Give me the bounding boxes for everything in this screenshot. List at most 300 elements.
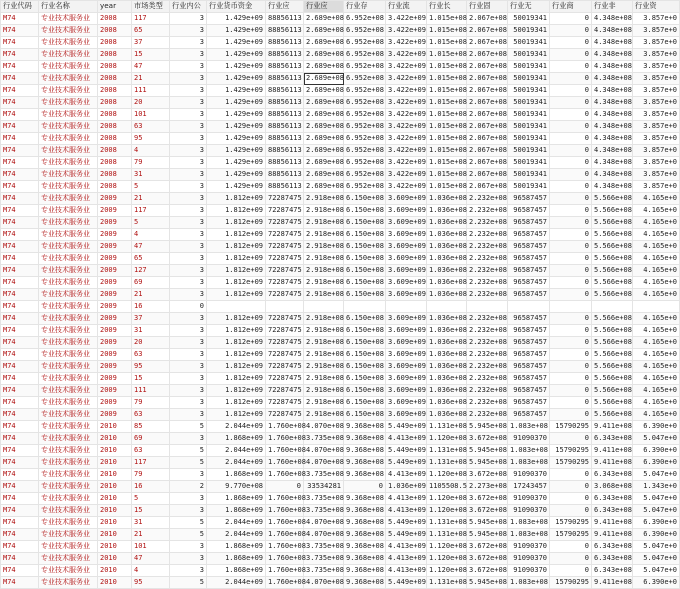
table-cell[interactable]: 1.120e+08	[427, 541, 467, 553]
table-cell[interactable]: 111	[132, 385, 170, 397]
table-cell[interactable]: 2.918e+08	[304, 253, 344, 265]
table-cell[interactable]: 6.150e+08	[344, 409, 386, 421]
table-cell[interactable]: 4.348e+08	[592, 145, 633, 157]
table-cell[interactable]: 3.422e+09	[386, 85, 427, 97]
table-cell[interactable]: 5.047e+0	[633, 493, 680, 505]
table-cell[interactable]: 2009	[98, 253, 132, 265]
table-cell[interactable]: 5	[132, 217, 170, 229]
table-cell[interactable]: 5.566e+08	[592, 193, 633, 205]
table-cell[interactable]: 2009	[98, 301, 132, 313]
table-cell[interactable]: 88856113	[266, 157, 304, 169]
table-cell[interactable]: 专业技术服务业	[39, 229, 98, 241]
table-cell[interactable]: 9.411e+08	[592, 529, 633, 541]
table-cell[interactable]: 9.368e+08	[344, 517, 386, 529]
table-cell[interactable]: 2008	[98, 145, 132, 157]
table-cell[interactable]: 1.812e+09	[207, 265, 266, 277]
table-cell[interactable]: 4.348e+08	[592, 13, 633, 25]
table-cell[interactable]: M74	[1, 13, 39, 25]
table-cell[interactable]: 0	[170, 301, 207, 313]
table-cell[interactable]	[207, 301, 266, 313]
table-cell[interactable]: 5.047e+0	[633, 469, 680, 481]
table-cell[interactable]: 1.429e+09	[207, 121, 266, 133]
table-cell[interactable]: 2.918e+08	[304, 277, 344, 289]
table-cell[interactable]: 96587457	[508, 253, 550, 265]
table-cell[interactable]: 72287475	[266, 409, 304, 421]
table-cell[interactable]: 117	[132, 13, 170, 25]
table-cell[interactable]: 0	[550, 241, 592, 253]
table-cell[interactable]: 专业技术服务业	[39, 133, 98, 145]
table-cell[interactable]: 6.150e+08	[344, 277, 386, 289]
table-cell[interactable]: 4.348e+08	[592, 73, 633, 85]
table-cell[interactable]: 4.165e+0	[633, 337, 680, 349]
table-cell[interactable]: 4.165e+0	[633, 397, 680, 409]
table-cell[interactable]: 3	[170, 397, 207, 409]
table-cell[interactable]: 3.609e+09	[386, 241, 427, 253]
table-cell[interactable]: M74	[1, 349, 39, 361]
table-cell[interactable]: 2.232e+08	[467, 349, 508, 361]
table-cell[interactable]: 63	[132, 349, 170, 361]
table-cell[interactable]: 1.036e+08	[427, 313, 467, 325]
table-cell[interactable]: 2.689e+08	[304, 145, 344, 157]
table-cell[interactable]: 9.368e+08	[344, 553, 386, 565]
table-cell[interactable]: 88856113	[266, 121, 304, 133]
table-cell[interactable]: 0	[550, 49, 592, 61]
table-cell[interactable]: 3.672e+08	[467, 493, 508, 505]
table-cell[interactable]: 88856113	[266, 49, 304, 61]
table-cell[interactable]: 1.015e+08	[427, 169, 467, 181]
table-cell[interactable]: 1.812e+09	[207, 373, 266, 385]
table-cell[interactable]: 72287475	[266, 265, 304, 277]
table-cell[interactable]: 96587457	[508, 361, 550, 373]
table-cell[interactable]: 2.689e+08	[304, 109, 344, 121]
table-cell[interactable]: 21	[132, 289, 170, 301]
column-header[interactable]: 行业无	[508, 1, 550, 13]
table-cell[interactable]: 6.952e+08	[344, 61, 386, 73]
table-cell[interactable]: 1.429e+09	[207, 37, 266, 49]
table-cell[interactable]: 3	[170, 145, 207, 157]
table-cell[interactable]: 2010	[98, 433, 132, 445]
table-cell[interactable]: 1.760e+08	[266, 517, 304, 529]
table-cell[interactable]: 3.422e+09	[386, 157, 427, 169]
table-cell[interactable]: 0	[550, 217, 592, 229]
table-cell[interactable]: 3	[170, 169, 207, 181]
table-cell[interactable]: 91090370	[508, 433, 550, 445]
table-cell[interactable]: 2.689e+08	[304, 13, 344, 25]
table-cell[interactable]: 9.368e+08	[344, 529, 386, 541]
table-cell[interactable]: 4.165e+0	[633, 361, 680, 373]
table-cell[interactable]: 6.150e+08	[344, 385, 386, 397]
table-cell[interactable]: 1.760e+08	[266, 421, 304, 433]
table-cell[interactable]: 4.348e+08	[592, 169, 633, 181]
table-cell[interactable]: 2.232e+08	[467, 289, 508, 301]
table-cell[interactable]: 0	[550, 97, 592, 109]
table-row[interactable]	[1, 397, 680, 409]
table-cell[interactable]: 63	[132, 409, 170, 421]
table-cell[interactable]: 9.368e+08	[344, 565, 386, 577]
table-cell[interactable]: 79	[132, 157, 170, 169]
table-cell[interactable]: 3.422e+09	[386, 181, 427, 193]
table-cell[interactable]: 2010	[98, 541, 132, 553]
table-cell[interactable]: 专业技术服务业	[39, 433, 98, 445]
table-cell[interactable]: 117	[132, 457, 170, 469]
table-cell[interactable]: 88856113	[266, 169, 304, 181]
table-cell[interactable]: 72287475	[266, 229, 304, 241]
table-cell[interactable]: 1.760e+08	[266, 553, 304, 565]
table-cell[interactable]: 1.760e+08	[266, 529, 304, 541]
table-cell[interactable]: 3.609e+09	[386, 409, 427, 421]
table-cell[interactable]: 0	[550, 157, 592, 169]
table-cell[interactable]: 1.036e+08	[427, 217, 467, 229]
table-cell[interactable]: 9.368e+08	[344, 469, 386, 481]
table-cell[interactable]: 15790295	[550, 517, 592, 529]
table-cell[interactable]: 1.429e+09	[207, 85, 266, 97]
table-cell[interactable]: 2.067e+08	[467, 133, 508, 145]
table-cell[interactable]: 5.566e+08	[592, 385, 633, 397]
table-cell[interactable]: M74	[1, 157, 39, 169]
table-cell[interactable]: 88856113	[266, 13, 304, 25]
table-cell[interactable]: 3.857e+0	[633, 97, 680, 109]
table-cell[interactable]: 6.952e+08	[344, 109, 386, 121]
table-cell[interactable]: 专业技术服务业	[39, 469, 98, 481]
table-cell[interactable]: 3.857e+0	[633, 121, 680, 133]
table-cell[interactable]: 1.131e+08	[427, 457, 467, 469]
table-cell[interactable]: 2.918e+08	[304, 325, 344, 337]
table-cell[interactable]: 96587457	[508, 337, 550, 349]
table-cell[interactable]: 88856113	[266, 61, 304, 73]
table-cell[interactable]: 1.760e+08	[266, 505, 304, 517]
table-row[interactable]	[1, 169, 680, 181]
table-cell[interactable]: 2009	[98, 277, 132, 289]
table-cell[interactable]: 4.165e+0	[633, 289, 680, 301]
table-row[interactable]	[1, 49, 680, 61]
table-cell[interactable]: 5.566e+08	[592, 349, 633, 361]
table-cell[interactable]: 20	[132, 337, 170, 349]
table-cell[interactable]: 2.232e+08	[467, 373, 508, 385]
table-cell[interactable]: 专业技术服务业	[39, 385, 98, 397]
table-cell[interactable]: 专业技术服务业	[39, 577, 98, 589]
table-row[interactable]	[1, 13, 680, 25]
table-cell[interactable]: 0	[550, 337, 592, 349]
table-cell[interactable]: 4.348e+08	[592, 181, 633, 193]
table-cell[interactable]: 3	[170, 493, 207, 505]
table-cell[interactable]: 69	[132, 433, 170, 445]
table-cell[interactable]: 4	[132, 229, 170, 241]
table-cell[interactable]: 1.015e+08	[427, 145, 467, 157]
table-cell[interactable]: 2009	[98, 325, 132, 337]
table-cell[interactable]: 5.566e+08	[592, 229, 633, 241]
table-row[interactable]	[1, 61, 680, 73]
table-cell[interactable]: 9.411e+08	[592, 445, 633, 457]
table-cell[interactable]: 9.368e+08	[344, 493, 386, 505]
table-cell[interactable]: 1.083e+08	[508, 421, 550, 433]
table-cell[interactable]: 63	[132, 121, 170, 133]
table-cell[interactable]: 72287475	[266, 289, 304, 301]
table-cell[interactable]: 4.165e+0	[633, 349, 680, 361]
table-cell[interactable]: 2.918e+08	[304, 313, 344, 325]
table-cell[interactable]: 2.067e+08	[467, 85, 508, 97]
table-cell[interactable]: 3.422e+09	[386, 121, 427, 133]
table-cell[interactable]: 4.165e+0	[633, 229, 680, 241]
table-cell[interactable]: 1.036e+08	[427, 241, 467, 253]
table-cell[interactable]: 50019341	[508, 49, 550, 61]
table-cell[interactable]: 2009	[98, 337, 132, 349]
table-cell[interactable]: M74	[1, 529, 39, 541]
table-cell[interactable]: 5.449e+09	[386, 421, 427, 433]
table-cell[interactable]: 1.036e+08	[427, 337, 467, 349]
table-cell[interactable]: 2.689e+08	[304, 181, 344, 193]
table-cell[interactable]: 3.609e+09	[386, 229, 427, 241]
table-cell[interactable]: 4.165e+0	[633, 217, 680, 229]
column-header[interactable]: 行业应	[304, 1, 344, 13]
table-cell[interactable]: 0	[550, 229, 592, 241]
table-cell[interactable]: 专业技术服务业	[39, 337, 98, 349]
table-cell[interactable]: 0	[550, 541, 592, 553]
table-cell[interactable]: 20	[132, 97, 170, 109]
table-cell[interactable]: 4.348e+08	[592, 109, 633, 121]
table-cell[interactable]: 0	[550, 25, 592, 37]
table-row[interactable]	[1, 85, 680, 97]
table-cell[interactable]: 3	[170, 505, 207, 517]
table-row[interactable]	[1, 433, 680, 445]
table-cell[interactable]: M74	[1, 109, 39, 121]
column-header[interactable]: 行业货币资金	[207, 1, 266, 13]
table-cell[interactable]: 2009	[98, 397, 132, 409]
table-cell[interactable]: 0	[550, 73, 592, 85]
table-cell[interactable]: 3	[170, 361, 207, 373]
table-cell[interactable]: 3.422e+09	[386, 109, 427, 121]
table-cell[interactable]: 2008	[98, 37, 132, 49]
table-cell[interactable]: 4	[132, 145, 170, 157]
table-cell[interactable]: 1.131e+08	[427, 445, 467, 457]
table-cell[interactable]: 79	[132, 469, 170, 481]
table-cell[interactable]: 专业技术服务业	[39, 277, 98, 289]
table-cell[interactable]: 5.449e+09	[386, 457, 427, 469]
table-cell[interactable]: 6.952e+08	[344, 97, 386, 109]
table-cell[interactable]: 50019341	[508, 97, 550, 109]
table-cell[interactable]: 1.760e+08	[266, 457, 304, 469]
column-header[interactable]: 行业商	[550, 1, 592, 13]
table-row[interactable]	[1, 421, 680, 433]
table-cell[interactable]: 9.411e+08	[592, 457, 633, 469]
table-cell[interactable]: 1.812e+09	[207, 349, 266, 361]
table-cell[interactable]: 1.120e+08	[427, 493, 467, 505]
table-cell[interactable]: 2.273e+08	[467, 481, 508, 493]
table-cell[interactable]: 5.566e+08	[592, 361, 633, 373]
table-cell[interactable]: 9.368e+08	[344, 433, 386, 445]
table-cell[interactable]: 0	[550, 481, 592, 493]
table-cell[interactable]: 1.429e+09	[207, 13, 266, 25]
table-cell[interactable]: 6.150e+08	[344, 265, 386, 277]
table-cell[interactable]: 0	[550, 133, 592, 145]
table-cell[interactable]: 15790295	[550, 577, 592, 589]
table-cell[interactable]: 0	[550, 145, 592, 157]
table-cell[interactable]: 16	[132, 301, 170, 313]
table-cell[interactable]: 4.413e+09	[386, 541, 427, 553]
table-cell[interactable]: 3.422e+09	[386, 13, 427, 25]
table-cell[interactable]: 1.812e+09	[207, 241, 266, 253]
table-cell[interactable]: 3.857e+0	[633, 169, 680, 181]
table-cell[interactable]: 3.609e+09	[386, 289, 427, 301]
table-cell[interactable]: 0	[344, 481, 386, 493]
table-cell[interactable]: 1.131e+08	[427, 577, 467, 589]
table-cell[interactable]: 0	[550, 85, 592, 97]
table-cell[interactable]: 3.422e+09	[386, 97, 427, 109]
table-cell[interactable]: 2009	[98, 385, 132, 397]
table-cell[interactable]: 2009	[98, 349, 132, 361]
table-cell[interactable]: 2009	[98, 241, 132, 253]
table-cell[interactable]: 1.015e+08	[427, 73, 467, 85]
table-cell[interactable]: 6.343e+08	[592, 433, 633, 445]
table-cell[interactable]: 0	[550, 13, 592, 25]
table-cell[interactable]: 2.689e+08	[304, 37, 344, 49]
table-cell[interactable]: 1.812e+09	[207, 313, 266, 325]
table-cell[interactable]: 96587457	[508, 313, 550, 325]
table-cell[interactable]: 4.165e+0	[633, 373, 680, 385]
table-cell[interactable]: 88856113	[266, 133, 304, 145]
table-cell[interactable]: 15	[132, 49, 170, 61]
table-cell[interactable]: 2.689e+08	[304, 85, 344, 97]
table-row[interactable]	[1, 409, 680, 421]
table-cell[interactable]: 5.449e+09	[386, 577, 427, 589]
table-row[interactable]	[1, 325, 680, 337]
table-cell[interactable]: 1.429e+09	[207, 169, 266, 181]
table-cell[interactable]: 91090370	[508, 505, 550, 517]
table-row[interactable]	[1, 373, 680, 385]
table-cell[interactable]: 2.918e+08	[304, 397, 344, 409]
table-cell[interactable]: 2.689e+08	[304, 169, 344, 181]
table-cell[interactable]: 1.015e+08	[427, 13, 467, 25]
table-cell[interactable]: 2.232e+08	[467, 217, 508, 229]
table-cell[interactable]: 1.131e+08	[427, 517, 467, 529]
table-cell[interactable]: 4.348e+08	[592, 97, 633, 109]
table-cell[interactable]: 1.868e+09	[207, 541, 266, 553]
table-cell[interactable]: 85	[132, 421, 170, 433]
table-cell[interactable]: M74	[1, 85, 39, 97]
table-cell[interactable]: 专业技术服务业	[39, 49, 98, 61]
table-cell[interactable]: 1.036e+08	[427, 397, 467, 409]
table-cell[interactable]: 1.760e+08	[266, 541, 304, 553]
table-cell[interactable]: 专业技术服务业	[39, 565, 98, 577]
table-cell[interactable]: 101	[132, 541, 170, 553]
table-cell[interactable]: M74	[1, 241, 39, 253]
table-cell[interactable]: 3	[170, 373, 207, 385]
table-cell[interactable]: M74	[1, 37, 39, 49]
table-cell[interactable]: 3.857e+0	[633, 109, 680, 121]
table-cell[interactable]: M74	[1, 289, 39, 301]
table-cell[interactable]: M74	[1, 385, 39, 397]
table-cell[interactable]: 1.015e+08	[427, 157, 467, 169]
table-cell[interactable]: 0	[550, 469, 592, 481]
table-cell[interactable]: 91090370	[508, 553, 550, 565]
table-cell[interactable]: 6.952e+08	[344, 169, 386, 181]
table-cell[interactable]: 专业技术服务业	[39, 505, 98, 517]
table-cell[interactable]: 4.348e+08	[592, 61, 633, 73]
table-cell[interactable]: 3.735e+08	[304, 565, 344, 577]
table-cell[interactable]: 5	[132, 181, 170, 193]
table-cell[interactable]: 2.067e+08	[467, 181, 508, 193]
table-cell[interactable]: 2008	[98, 49, 132, 61]
table-cell[interactable]: 88856113	[266, 109, 304, 121]
table-cell[interactable]: 3.735e+08	[304, 433, 344, 445]
table-cell[interactable]: 5.945e+08	[467, 577, 508, 589]
table-cell[interactable]: 2010	[98, 445, 132, 457]
table-cell[interactable]: 5.566e+08	[592, 337, 633, 349]
table-cell[interactable]: 专业技术服务业	[39, 265, 98, 277]
table-cell[interactable]: 3	[170, 73, 207, 85]
table-cell[interactable]: 5.449e+09	[386, 445, 427, 457]
table-cell[interactable]: 0	[550, 361, 592, 373]
table-cell[interactable]: 5	[170, 517, 207, 529]
table-cell[interactable]: 0	[266, 481, 304, 493]
table-cell[interactable]: 6.150e+08	[344, 337, 386, 349]
table-cell[interactable]: 1.036e+08	[427, 325, 467, 337]
table-cell[interactable]: 6.150e+08	[344, 313, 386, 325]
table-cell[interactable]: 72287475	[266, 313, 304, 325]
table-cell[interactable]: 6.952e+08	[344, 49, 386, 61]
table-cell[interactable]: 91090370	[508, 541, 550, 553]
table-cell[interactable]: 2010	[98, 481, 132, 493]
table-row[interactable]	[1, 241, 680, 253]
table-cell[interactable]: 1.429e+09	[207, 49, 266, 61]
table-cell[interactable]: 2009	[98, 193, 132, 205]
table-cell[interactable]: 2008	[98, 157, 132, 169]
table-cell[interactable]: 专业技术服务业	[39, 181, 98, 193]
table-cell[interactable]: M74	[1, 565, 39, 577]
table-cell[interactable]: M74	[1, 253, 39, 265]
table-cell[interactable]: 2.067e+08	[467, 37, 508, 49]
table-cell[interactable]: 1.120e+08	[427, 505, 467, 517]
table-cell[interactable]: 72287475	[266, 205, 304, 217]
table-cell[interactable]: 0	[550, 373, 592, 385]
table-cell[interactable]: 3.857e+0	[633, 25, 680, 37]
table-cell[interactable]: 专业技术服务业	[39, 301, 98, 313]
table-cell[interactable]: 6.952e+08	[344, 73, 386, 85]
table-cell[interactable]: 4.348e+08	[592, 25, 633, 37]
table-cell[interactable]: 专业技术服务业	[39, 205, 98, 217]
table-cell[interactable]: 5	[170, 421, 207, 433]
table-cell[interactable]: 3	[170, 385, 207, 397]
table-cell[interactable]: 5.047e+0	[633, 565, 680, 577]
table-cell[interactable]: 3	[170, 205, 207, 217]
table-cell[interactable]: 3.672e+08	[467, 565, 508, 577]
table-cell[interactable]: 1.015e+08	[427, 61, 467, 73]
table-cell[interactable]: 72287475	[266, 241, 304, 253]
table-cell[interactable]: 1.131e+08	[427, 529, 467, 541]
table-cell[interactable]: 2.067e+08	[467, 73, 508, 85]
table-cell[interactable]	[266, 301, 304, 313]
table-cell[interactable]: 专业技术服务业	[39, 397, 98, 409]
table-cell[interactable]: 3.609e+09	[386, 337, 427, 349]
table-cell[interactable]: 96587457	[508, 385, 550, 397]
table-cell[interactable]: 专业技术服务业	[39, 25, 98, 37]
table-cell[interactable]: 1.812e+09	[207, 361, 266, 373]
table-cell[interactable]: 5.449e+09	[386, 529, 427, 541]
table-row[interactable]	[1, 97, 680, 109]
table-cell[interactable]: 3.672e+08	[467, 433, 508, 445]
table-cell[interactable]: 2.232e+08	[467, 337, 508, 349]
table-cell[interactable]: 3	[170, 229, 207, 241]
table-cell[interactable]: 2.689e+08	[304, 133, 344, 145]
table-cell[interactable]: 2.232e+08	[467, 277, 508, 289]
table-row[interactable]	[1, 289, 680, 301]
table-cell[interactable]: 5.566e+08	[592, 409, 633, 421]
table-cell[interactable]: 50019341	[508, 157, 550, 169]
table-cell[interactable]: 1.812e+09	[207, 385, 266, 397]
table-cell[interactable]: 1.036e+08	[427, 253, 467, 265]
table-cell[interactable]: 4.165e+0	[633, 409, 680, 421]
table-cell[interactable]	[344, 301, 386, 313]
table-cell[interactable]: M74	[1, 169, 39, 181]
